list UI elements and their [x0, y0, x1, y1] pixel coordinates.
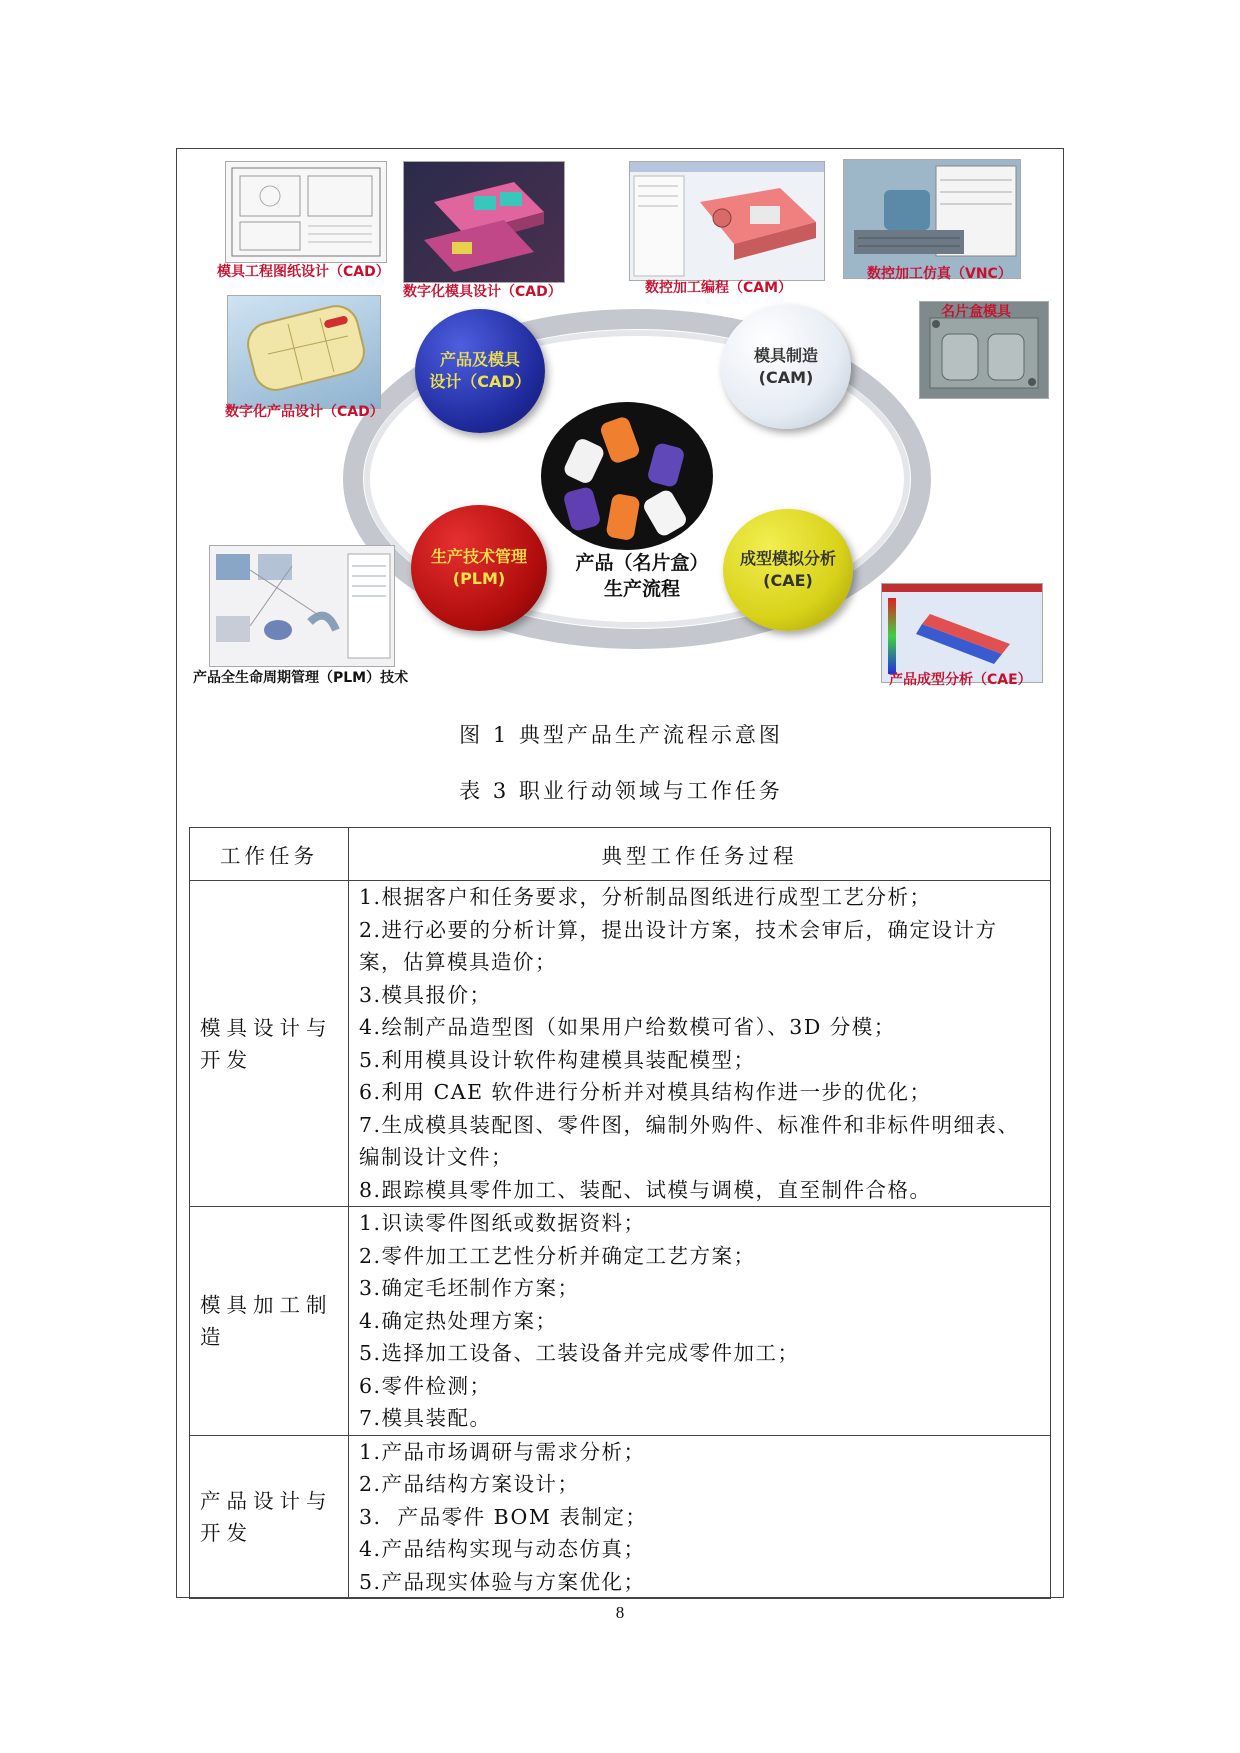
- task-name: [190, 881, 349, 1207]
- nc-programming-image: [630, 162, 824, 280]
- header-process: 典型工作任务过程: [349, 828, 1051, 881]
- step: 1.产品市场调研与需求分析；: [359, 1439, 646, 1464]
- cae-analysis-image: [882, 584, 1042, 682]
- node-cae-line2: (CAE): [763, 571, 813, 590]
- table-row: [190, 1435, 1051, 1599]
- mold-design-image: [404, 162, 564, 282]
- step: 6.利用 CAE 软件进行分析并对模具结构作进一步的优化；: [359, 1080, 932, 1104]
- step: 1.识读零件图纸或数据资料；: [359, 1211, 646, 1235]
- node-cam-line1: 模具制造: [753, 346, 818, 366]
- step: 6.零件检测；: [359, 1373, 492, 1398]
- task-name-line1: 模具加工制: [200, 1292, 333, 1317]
- production-flow-figure: [177, 149, 1065, 709]
- task-name-line1: 模具设计与: [200, 1015, 333, 1040]
- task-name-line1: 产品设计与: [200, 1488, 333, 1513]
- product-design-thumbnail: [227, 295, 381, 409]
- plm-thumbnail: [209, 545, 395, 667]
- node-cad-line2: 设计（CAD）: [429, 372, 531, 391]
- node-plm-line2: (PLM): [452, 569, 506, 588]
- node-cad-line1: 产品及模具: [439, 350, 520, 370]
- mold-photo-caption: 名片盒模具: [941, 304, 1011, 320]
- node-cam-line2: (CAM): [758, 368, 814, 387]
- center-label-line1: 产品（名片盒）: [575, 552, 709, 574]
- task-name-line2: 开发: [200, 1047, 253, 1072]
- task-steps: [349, 1435, 1051, 1599]
- task-name: [190, 1435, 349, 1599]
- product-design-caption: 数字化产品设计（CAD）: [225, 404, 384, 420]
- table-header-row: [190, 828, 1051, 881]
- task-steps: [349, 881, 1051, 1207]
- nc-simulation-thumbnail: [843, 159, 1021, 279]
- center-label-line2: 生产流程: [603, 577, 680, 600]
- mold-design-thumbnail: [403, 161, 565, 283]
- engineering-drawing-image: [226, 162, 386, 262]
- step: 7.生成模具装配图、零件图，编制外购件、标准件和非标件明细表、编制设计文件；: [359, 1112, 1020, 1169]
- plm-caption: 产品全生命周期管理（PLM）技术: [193, 670, 409, 686]
- step: 3.模具报价；: [359, 982, 492, 1007]
- step: 8.跟踪模具零件加工、装配、试模与调模，直至制件合格。: [359, 1177, 932, 1202]
- drawing-thumbnail: [225, 161, 387, 263]
- node-plm-line1: 生产技术管理: [430, 547, 527, 567]
- table-row: [190, 881, 1051, 1207]
- step: 5.利用模具设计软件构建模具装配模型；: [359, 1047, 756, 1072]
- node-plm: [411, 505, 547, 631]
- node-cae: [723, 509, 853, 631]
- table-caption: 表 3 职业行动领域与工作任务: [459, 779, 783, 803]
- nc-programming-caption: 数控加工编程（CAM）: [645, 280, 793, 296]
- center-label: [567, 551, 717, 602]
- step: 4.产品结构实现与动态仿真；: [359, 1537, 646, 1561]
- step: 2.零件加工工艺性分析并确定工艺方案；: [359, 1243, 756, 1268]
- cae-analysis-thumbnail: [881, 583, 1043, 683]
- node-cam: [721, 305, 851, 429]
- cae-analysis-caption: 产品成型分析（CAE）: [889, 672, 1032, 688]
- step: 3. 产品零件 BOM 表制定；: [359, 1504, 648, 1529]
- product-photo: [539, 401, 715, 551]
- mold-design-caption: 数字化模具设计（CAD）: [403, 284, 562, 300]
- node-cae-line1: 成型模拟分析: [739, 549, 836, 569]
- node-cad: [415, 309, 545, 433]
- step: 2.产品结构方案设计；: [359, 1472, 580, 1496]
- content-frame: [176, 148, 1064, 1598]
- step: 5.选择加工设备、工装设备并完成零件加工；: [359, 1341, 800, 1365]
- product-design-image: [228, 296, 380, 408]
- nc-simulation-image: [844, 160, 1020, 278]
- step: 4.确定热处理方案；: [359, 1308, 558, 1333]
- task-name: [190, 1207, 349, 1436]
- task-name-line2: 开发: [200, 1520, 253, 1545]
- work-task-table: [189, 827, 1051, 1599]
- page-number: 8: [615, 1603, 625, 1622]
- step: 7.模具装配。: [359, 1406, 492, 1430]
- table-row: [190, 1207, 1051, 1436]
- figure-caption: 图 1 典型产品生产流程示意图: [459, 723, 783, 747]
- step: 3.确定毛坯制作方案；: [359, 1276, 580, 1300]
- nc-simulation-caption: 数控加工仿真（VNC）: [867, 266, 1012, 282]
- step: 5.产品现实体验与方案优化；: [359, 1569, 646, 1594]
- step: 1.根据客户和任务要求，分析制品图纸进行成型工艺分析；: [359, 885, 932, 909]
- plm-image: [210, 546, 394, 666]
- nc-programming-thumbnail: [629, 161, 825, 281]
- task-steps: [349, 1207, 1051, 1436]
- header-task: 工作任务: [190, 828, 349, 881]
- drawing-caption: 模具工程图纸设计（CAD）: [217, 264, 390, 280]
- step: 4.绘制产品造型图（如果用户给数模可省）、3D 分模；: [359, 1015, 896, 1039]
- step: 2.进行必要的分析计算，提出设计方案，技术会审后，确定设计方案，估算模具造价；: [359, 917, 998, 974]
- task-name-line2: 造: [200, 1324, 227, 1349]
